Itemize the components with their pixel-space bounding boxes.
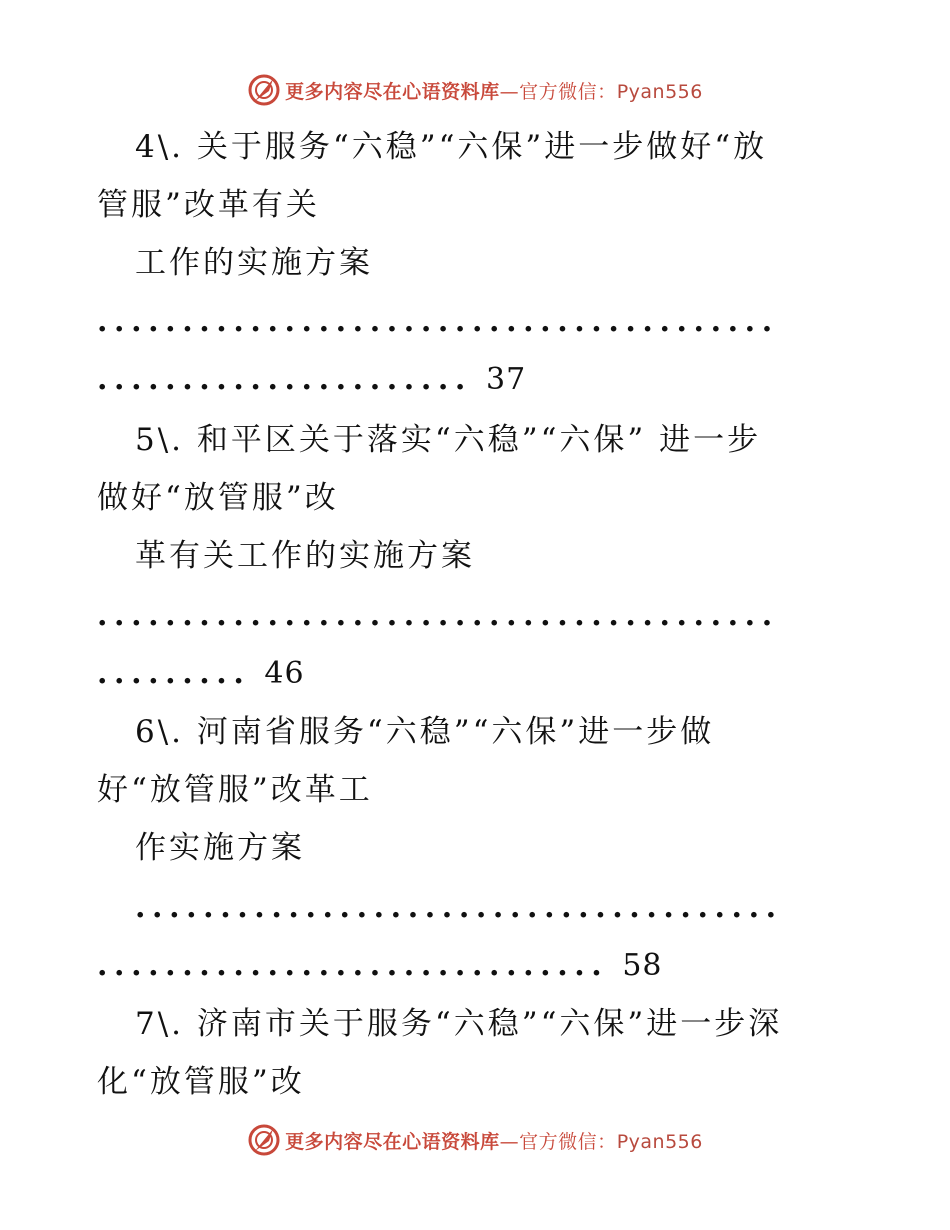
quill-logo-icon bbox=[247, 73, 281, 107]
toc-entry-4-title-cont: 管服”改革有关 bbox=[97, 187, 320, 223]
toc-entry-5-title: 5\. 和平区关于落实“六稳”“六保” 进一步 bbox=[135, 422, 762, 458]
watermark-banner-top bbox=[0, 70, 950, 110]
toc-entry-5-title-cont: 做好“放管服”改 bbox=[97, 480, 339, 516]
toc-entry-4-leader: ........................................ bbox=[97, 304, 779, 339]
toc-entry-4-title: 4\. 关于服务“六稳”“六保”进一步做好“放 bbox=[135, 129, 768, 165]
watermark-banner-bottom bbox=[0, 1120, 950, 1160]
quill-logo-icon bbox=[247, 1123, 281, 1157]
toc-entry-7-title: 7\. 济南市关于服务“六稳”“六保”进一步深 bbox=[135, 1006, 783, 1042]
toc-entry-4-leader-tail: ...................... 37 bbox=[97, 362, 527, 397]
toc-entry-6-title: 6\. 河南省服务“六稳”“六保”进一步做 bbox=[135, 714, 715, 750]
toc-entry-5-leader-tail: ......... 46 bbox=[97, 656, 305, 691]
toc-entry-6-page: 58 bbox=[622, 948, 663, 983]
toc-entry-7-title-cont: 化“放管服”改 bbox=[97, 1064, 305, 1100]
toc-entry-5-leader: ........................................ bbox=[97, 598, 779, 633]
toc-entry-6-title-end: 作实施方案 bbox=[135, 830, 305, 866]
toc-entry-4-title-end: 工作的实施方案 bbox=[135, 245, 373, 281]
watermark-text: 更多内容尽在心语资料库—官方微信：Pyan556 bbox=[285, 80, 703, 103]
toc-entry-6-title-cont: 好“放管服”改革工 bbox=[97, 772, 373, 808]
toc-entry-5-page: 46 bbox=[264, 656, 305, 691]
toc-entry-6-leader: ...................................... bbox=[135, 890, 783, 925]
toc-entry-5-title-end: 革有关工作的实施方案 bbox=[135, 538, 475, 574]
toc-entry-6-leader-tail: .............................. 58 bbox=[97, 948, 663, 983]
watermark-text: 更多内容尽在心语资料库—官方微信：Pyan556 bbox=[285, 1130, 703, 1153]
toc-entry-4-page: 37 bbox=[485, 362, 527, 397]
